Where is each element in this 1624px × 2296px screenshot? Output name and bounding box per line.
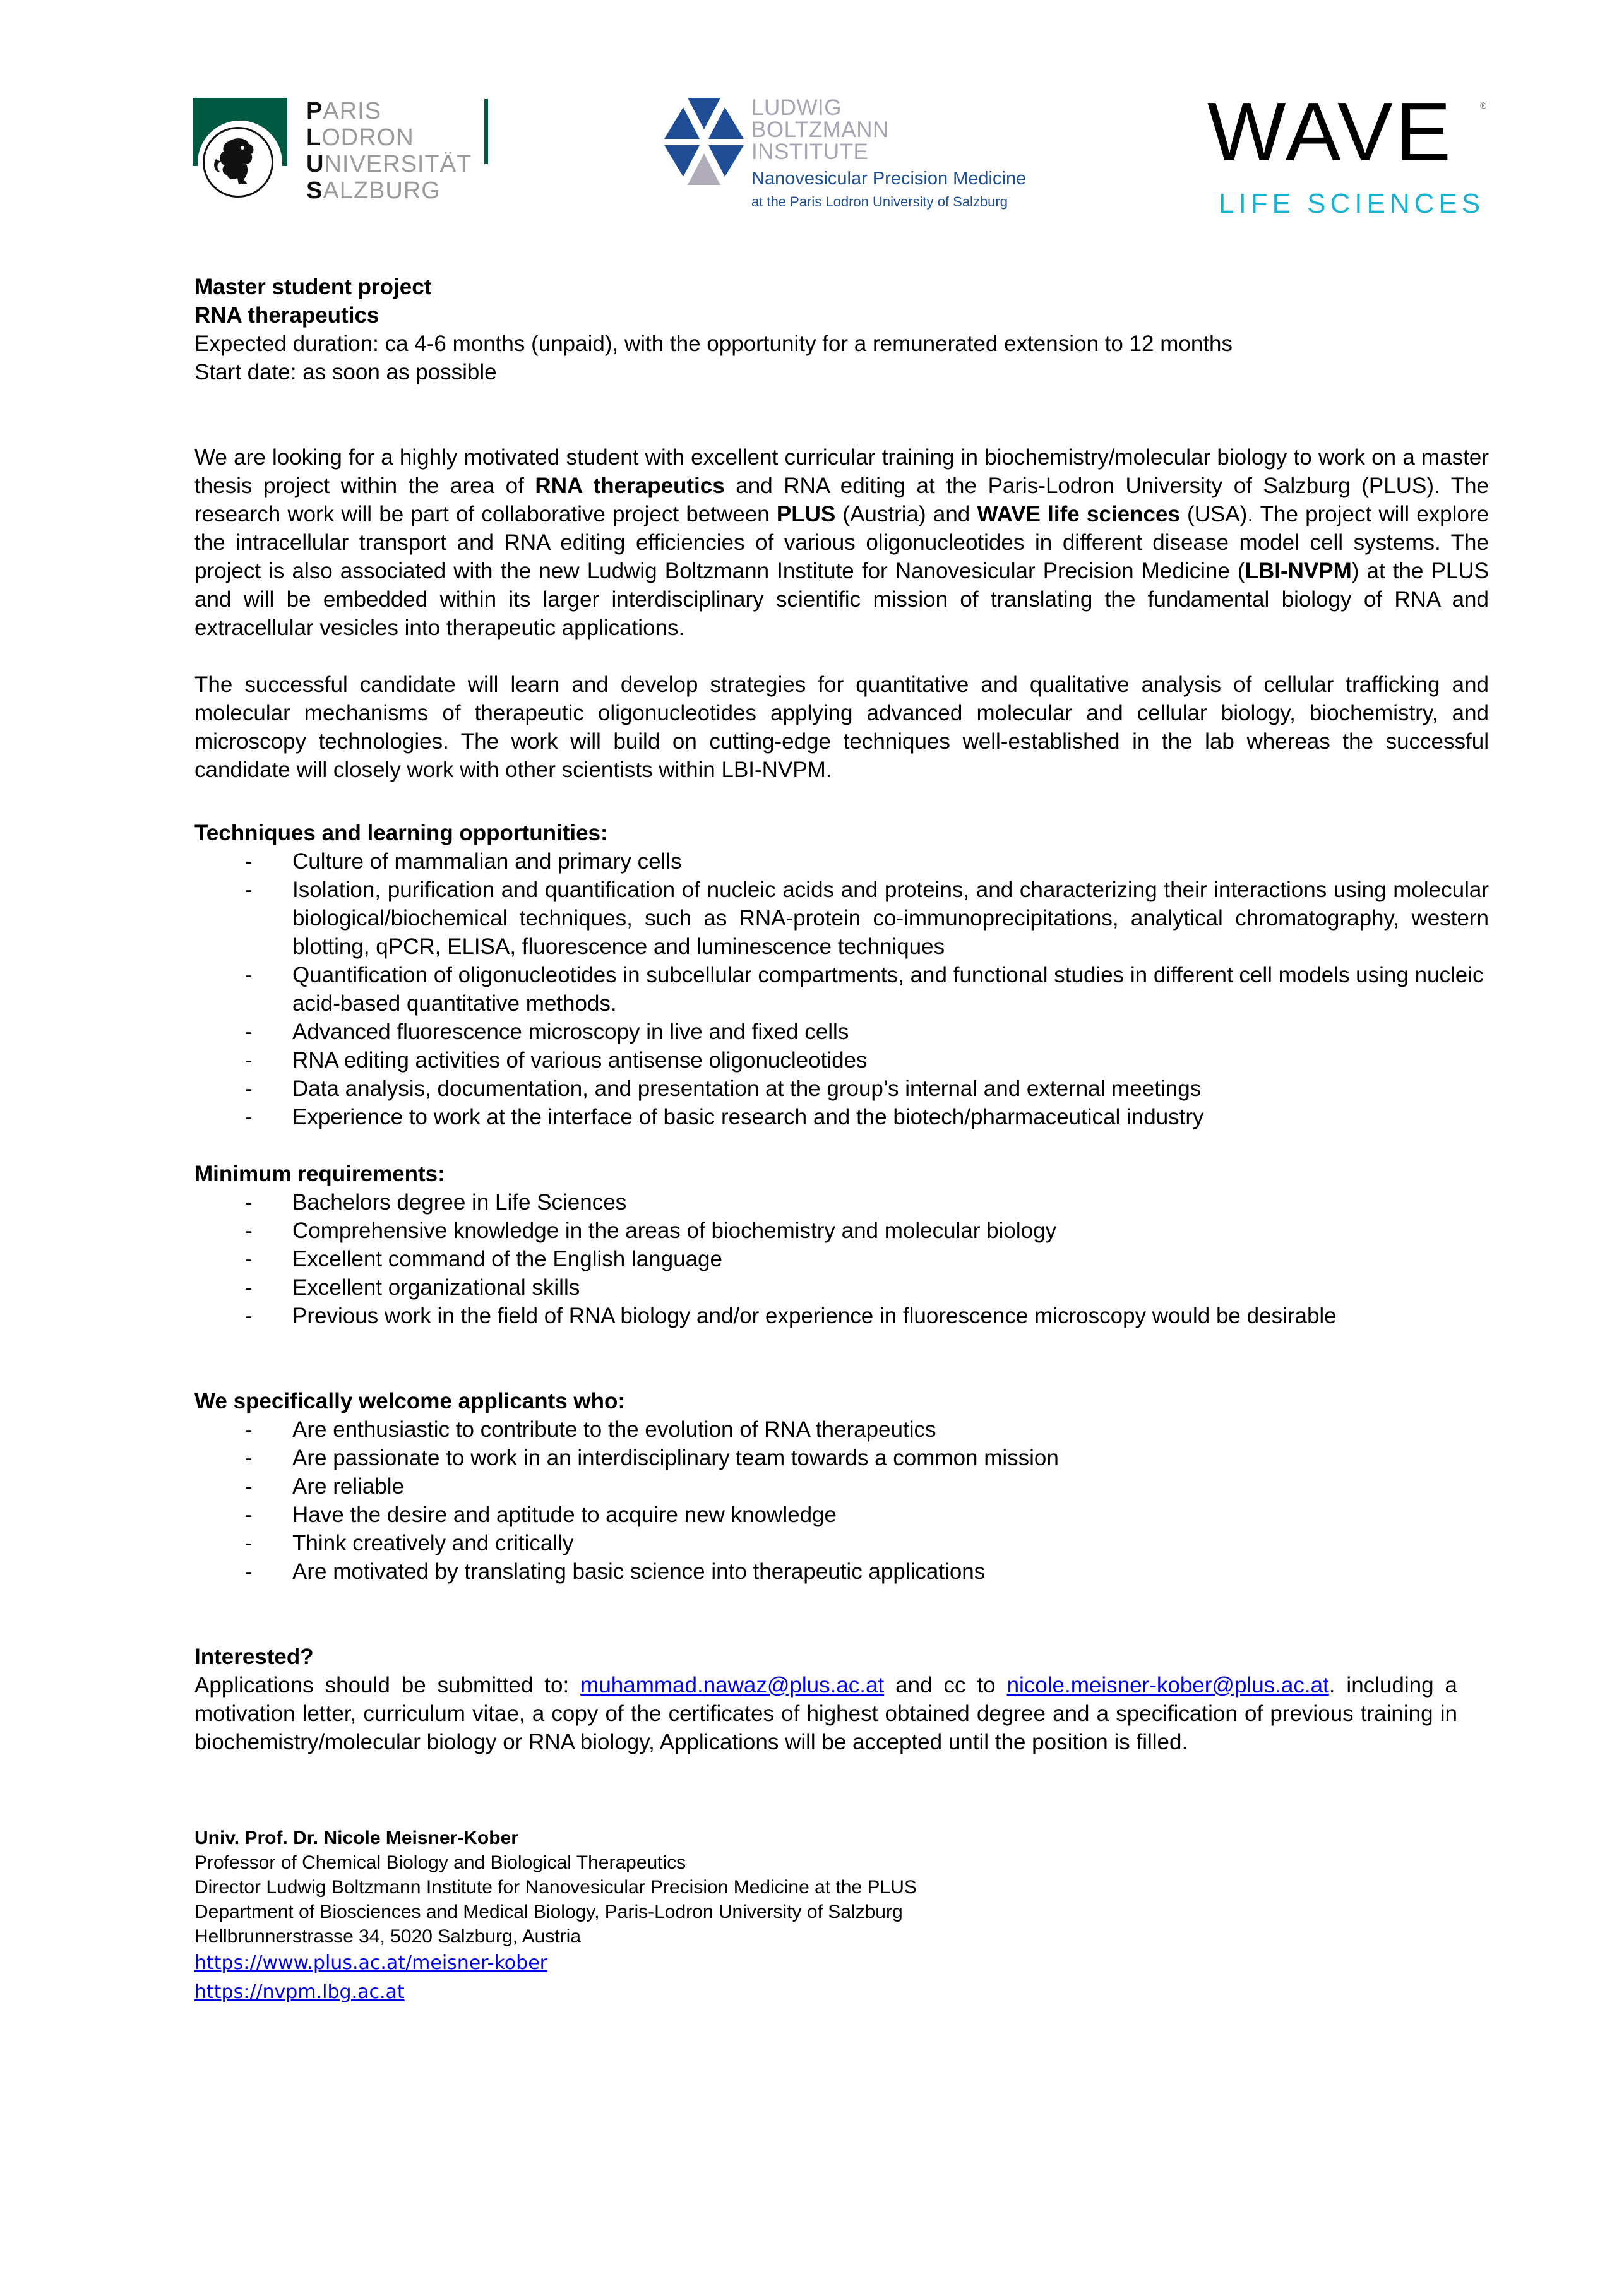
profile-url-link[interactable]: https://www.plus.ac.at/meisner-kober xyxy=(194,1952,547,1974)
email-link-meisner-kober[interactable]: nicole.meisner-kober@plus.ac.at xyxy=(1006,1673,1329,1698)
list-item: - Are reliable xyxy=(194,1472,1489,1501)
plus-university-logo xyxy=(193,98,502,208)
registered-mark: ® xyxy=(1480,100,1487,110)
list-item: - RNA editing activities of various antisense oligonucleotides xyxy=(194,1046,1489,1074)
lbi-hexagon-icon xyxy=(664,98,744,186)
list-item: - Think creatively and critically xyxy=(194,1529,1489,1557)
list-item: - Are motivated by translating basic science into therapeutic applications xyxy=(194,1557,1489,1586)
candidate-paragraph: The successful candidate will learn and develop strategies for quantitative and qualitative analysis of cellular trafficking and molecular mechanisms of therapeutic oligonucleotides applying advanced molecular and cellular biology, biochemistry, and microscopy technologies. The work will build on cutting-edge techniques well-established in the lab whereas the successful candidate will closely work with other scientists within LBI-NVPM. xyxy=(194,672,1489,782)
techniques-heading: Techniques and learning opportunities: xyxy=(194,821,608,845)
list-item: - Excellent organizational skills xyxy=(194,1273,1489,1302)
requirements-list xyxy=(194,1188,1489,1330)
intro-paragraph: We are looking for a highly motivated student with excellent curricular training in biochemistry/molecular biology to work on a master thesis project within the area of RNA therapeutics and RNA editing at the Paris-Lodron University of Salzburg (PLUS). The research work will be part of collaborative project between PLUS (Austria) and WAVE life sciences (USA). The project will explore the intracellular transport and RNA editing efficiencies of various oligonucleotides in different disease model cell systems. The project is also associated with the new Ludwig Boltzmann Institute for Nanovesicular Precision Medicine (LBI-NVPM) at the PLUS and will be embedded within its larger interdisciplinary scientific mission of translating the fundamental biology of RNA and extracellular vesicles into therapeutic applications. xyxy=(194,445,1490,640)
list-item: - Excellent command of the English language xyxy=(194,1245,1489,1273)
list-item: - Are passionate to work in an interdisciplinary team towards a common mission xyxy=(194,1444,1489,1472)
list-item: - Advanced fluorescence microscopy in live and fixed cells xyxy=(194,1018,1489,1046)
signatory-title: Professor of Chemical Biology and Biological Therapeutics xyxy=(194,1852,686,1873)
list-item: - Are enthusiastic to contribute to the evolution of RNA therapeutics xyxy=(194,1415,1489,1444)
signatory-role: Director Ludwig Boltzmann Institute for Nanovesicular Precision Medicine at the PLUS xyxy=(194,1877,917,1898)
plus-wordmark: PARIS LODRON UNIVERSITÄT SALZBURG xyxy=(306,98,472,204)
techniques-section xyxy=(194,819,1489,1131)
list-item: - Have the desire and aptitude to acquire new knowledge xyxy=(194,1501,1489,1529)
lbi-subtitle: Nanovesicular Precision Medicine xyxy=(751,169,1027,189)
list-item: - Previous work in the field of RNA biology and/or experience in fluorescence microscopy would be desirable xyxy=(194,1302,1489,1330)
techniques-list xyxy=(194,847,1489,1131)
requirements-heading: Minimum requirements: xyxy=(194,1162,445,1186)
signatory-name: Univ. Prof. Dr. Nicole Meisner-Kober xyxy=(194,1828,518,1848)
list-item: - Bachelors degree in Life Sciences xyxy=(194,1188,1489,1216)
list-item: - Data analysis, documentation, and presentation at the group’s internal and external meetings xyxy=(194,1074,1489,1103)
signature-block xyxy=(194,1826,1489,2007)
lbi-subtitle-affiliation: at the Paris Lodron University of Salzburg xyxy=(751,194,1008,210)
institute-url-link[interactable]: https://nvpm.lbg.ac.at xyxy=(194,1981,405,2003)
page-title: Master student project xyxy=(194,275,432,299)
plus-green-bar xyxy=(484,99,488,164)
page-subtitle: RNA therapeutics xyxy=(194,303,379,328)
wave-subtitle: LIFE SCIENCES xyxy=(1219,188,1485,219)
wave-life-sciences-logo xyxy=(1207,85,1498,219)
apply-section xyxy=(194,1643,1489,1756)
apply-paragraph: Applications should be submitted to: muhammad.nawaz@plus.ac.at and cc to nicole.meisner-kober@plus.ac.at. including a motivation letter, curriculum vitae, a copy of the certificates of highest obtained degree and a specification of previous training in biochemistry/molecular biology or RNA biology, Applications will be accepted until the position is filled. xyxy=(194,1673,1457,1754)
apply-heading: Interested? xyxy=(194,1645,314,1669)
signatory-address: Hellbrunnerstrasse 34, 5020 Salzburg, Austria xyxy=(194,1926,582,1947)
start-date-text: Start date: as soon as possible xyxy=(194,360,497,384)
lbi-title: LUDWIG BOLTZMANN INSTITUTE xyxy=(751,95,889,164)
duration-text: Expected duration: ca 4-6 months (unpaid), with the opportunity for a remunerated extension to 12 months xyxy=(194,331,1233,356)
lion-seal-icon xyxy=(203,127,273,198)
job-posting xyxy=(194,273,1489,2007)
list-item: - Quantification of oligonucleotides in subcellular compartments, and functional studies in different cell models using nucleic acid-based quantitative methods. xyxy=(194,961,1489,1018)
welcome-heading: We specifically welcome applicants who: xyxy=(194,1389,626,1413)
wave-wordmark: WAVE xyxy=(1207,85,1454,178)
welcome-list xyxy=(194,1415,1489,1586)
signatory-department: Department of Biosciences and Medical Biology, Paris-Lodron University of Salzburg xyxy=(194,1901,903,1922)
lbi-logo xyxy=(664,95,1068,211)
list-item: - Experience to work at the interface of basic research and the biotech/pharmaceutical industry xyxy=(194,1103,1489,1131)
header-block xyxy=(194,273,1489,386)
welcome-section xyxy=(194,1387,1489,1586)
email-link-nawaz[interactable]: muhammad.nawaz@plus.ac.at xyxy=(580,1673,885,1698)
list-item: - Isolation, purification and quantification of nucleic acids and proteins, and characterizing their interactions using molecular biological/biochemical techniques, such as RNA-protein co-immunoprecipitations, analytical chromatography, western blotting, qPCR, ELISA, fluorescence and luminescence techniques xyxy=(194,876,1489,961)
requirements-section xyxy=(194,1160,1489,1330)
list-item: - Culture of mammalian and primary cells xyxy=(194,847,1489,876)
list-item: - Comprehensive knowledge in the areas of biochemistry and molecular biology xyxy=(194,1216,1489,1245)
